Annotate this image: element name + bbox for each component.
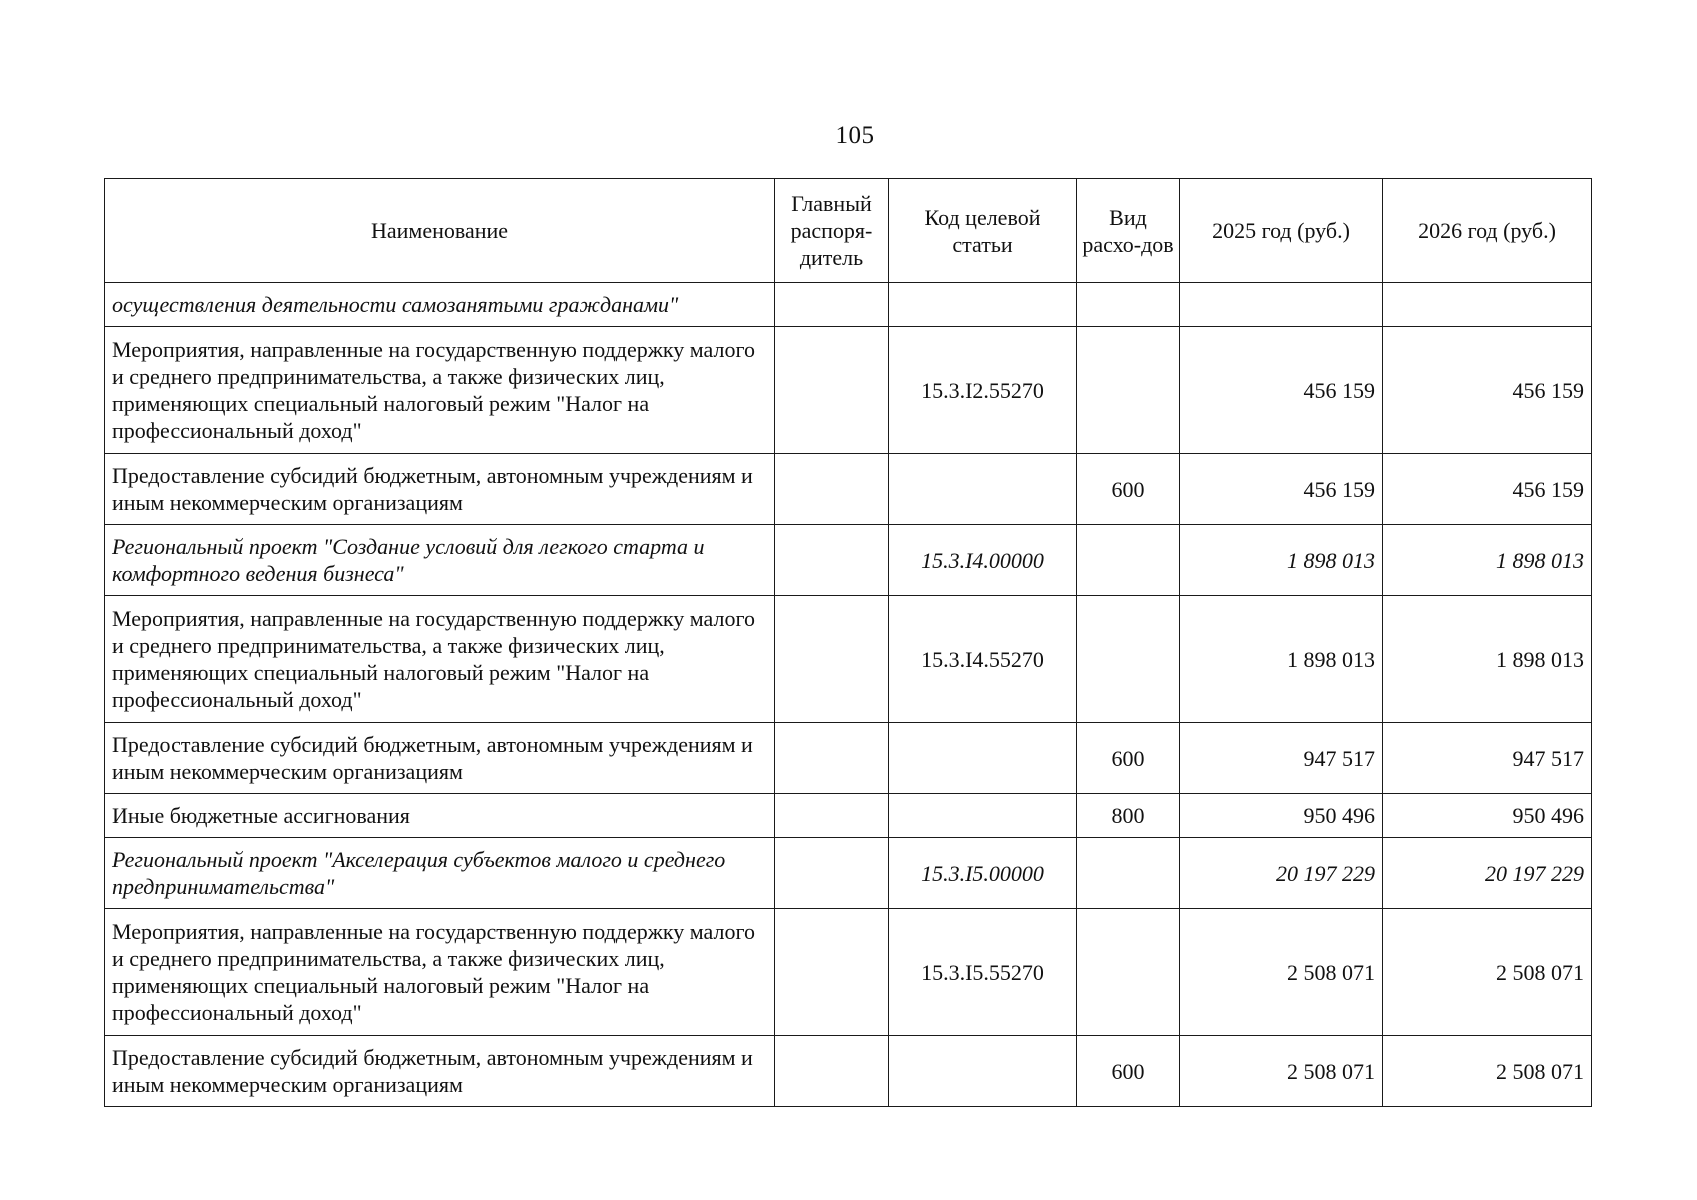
page-number: 105 <box>835 122 875 149</box>
header-year-2026: 2026 год (руб.) <box>1383 179 1592 283</box>
cell-amount-2025: 456 159 <box>1180 454 1383 525</box>
cell-name: Мероприятия, направленные на государственную поддержку малого и среднего предпринимательства, а также физических лиц, применяющих специальный налоговый режим "Налог на профессиональный доход" <box>105 909 775 1036</box>
table-row <box>105 723 1592 794</box>
cell-amount-2026: 1 898 013 <box>1383 525 1592 596</box>
cell-main-manager <box>775 1036 889 1107</box>
cell-amount-2026: 950 496 <box>1383 794 1592 838</box>
cell-expense-type <box>1077 909 1180 1036</box>
cell-target-code <box>889 454 1077 525</box>
cell-expense-type: 800 <box>1077 794 1180 838</box>
cell-amount-2025: 950 496 <box>1180 794 1383 838</box>
cell-name: Предоставление субсидий бюджетным, автономным учреждениям и иным некоммерческим организациям <box>105 454 775 525</box>
cell-name: Мероприятия, направленные на государственную поддержку малого и среднего предпринимательства, а также физических лиц, применяющих специальный налоговый режим "Налог на профессиональный доход" <box>105 327 775 454</box>
cell-amount-2025: 2 508 071 <box>1180 1036 1383 1107</box>
table-row <box>105 1036 1592 1107</box>
budget-table <box>104 178 1592 1107</box>
table-row <box>105 454 1592 525</box>
cell-name: Предоставление субсидий бюджетным, автономным учреждениям и иным некоммерческим организациям <box>105 723 775 794</box>
cell-expense-type: 600 <box>1077 1036 1180 1107</box>
cell-name: Иные бюджетные ассигнования <box>105 794 775 838</box>
cell-amount-2026: 456 159 <box>1383 327 1592 454</box>
cell-name: Предоставление субсидий бюджетным, автономным учреждениям и иным некоммерческим организациям <box>105 1036 775 1107</box>
cell-expense-type: 600 <box>1077 723 1180 794</box>
cell-expense-type: 600 <box>1077 454 1180 525</box>
cell-amount-2026 <box>1383 283 1592 327</box>
table-header-row <box>105 179 1592 283</box>
cell-name: Мероприятия, направленные на государственную поддержку малого и среднего предпринимательства, а также физических лиц, применяющих специальный налоговый режим "Налог на профессиональный доход" <box>105 596 775 723</box>
cell-target-code <box>889 723 1077 794</box>
table-row <box>105 525 1592 596</box>
cell-amount-2026: 1 898 013 <box>1383 596 1592 723</box>
cell-amount-2026: 20 197 229 <box>1383 838 1592 909</box>
cell-expense-type <box>1077 596 1180 723</box>
cell-expense-type <box>1077 838 1180 909</box>
cell-target-code <box>889 794 1077 838</box>
cell-amount-2025 <box>1180 283 1383 327</box>
cell-target-code: 15.3.I4.55270 <box>889 596 1077 723</box>
cell-name: Региональный проект "Создание условий для легкого старта и комфортного ведения бизнеса" <box>105 525 775 596</box>
cell-expense-type <box>1077 525 1180 596</box>
cell-main-manager <box>775 454 889 525</box>
header-main-manager: Главный распоря-дитель <box>775 179 889 283</box>
cell-amount-2025: 2 508 071 <box>1180 909 1383 1036</box>
header-name: Наименование <box>105 179 775 283</box>
cell-main-manager <box>775 909 889 1036</box>
cell-name: Региональный проект "Акселерация субъектов малого и среднего предпринимательства" <box>105 838 775 909</box>
cell-amount-2025: 947 517 <box>1180 723 1383 794</box>
cell-amount-2025: 456 159 <box>1180 327 1383 454</box>
cell-name: осуществления деятельности самозанятыми гражданами" <box>105 283 775 327</box>
table-row <box>105 909 1592 1036</box>
cell-main-manager <box>775 596 889 723</box>
cell-target-code <box>889 283 1077 327</box>
cell-amount-2026: 947 517 <box>1383 723 1592 794</box>
header-target-code: Код целевой статьи <box>889 179 1077 283</box>
cell-target-code: 15.3.I5.55270 <box>889 909 1077 1036</box>
cell-expense-type <box>1077 327 1180 454</box>
header-year-2025: 2025 год (руб.) <box>1180 179 1383 283</box>
cell-amount-2026: 2 508 071 <box>1383 1036 1592 1107</box>
cell-main-manager <box>775 525 889 596</box>
cell-target-code: 15.3.I2.55270 <box>889 327 1077 454</box>
cell-amount-2025: 1 898 013 <box>1180 525 1383 596</box>
cell-amount-2025: 20 197 229 <box>1180 838 1383 909</box>
cell-amount-2026: 2 508 071 <box>1383 909 1592 1036</box>
cell-expense-type <box>1077 283 1180 327</box>
cell-main-manager <box>775 283 889 327</box>
cell-main-manager <box>775 794 889 838</box>
table-row <box>105 794 1592 838</box>
cell-amount-2026: 456 159 <box>1383 454 1592 525</box>
header-expense-type: Вид расхо-дов <box>1077 179 1180 283</box>
cell-target-code <box>889 1036 1077 1107</box>
cell-main-manager <box>775 838 889 909</box>
cell-target-code: 15.3.I4.00000 <box>889 525 1077 596</box>
cell-amount-2025: 1 898 013 <box>1180 596 1383 723</box>
cell-target-code: 15.3.I5.00000 <box>889 838 1077 909</box>
table-row <box>105 327 1592 454</box>
table-row <box>105 596 1592 723</box>
cell-main-manager <box>775 327 889 454</box>
cell-main-manager <box>775 723 889 794</box>
table-row <box>105 838 1592 909</box>
table-row <box>105 283 1592 327</box>
